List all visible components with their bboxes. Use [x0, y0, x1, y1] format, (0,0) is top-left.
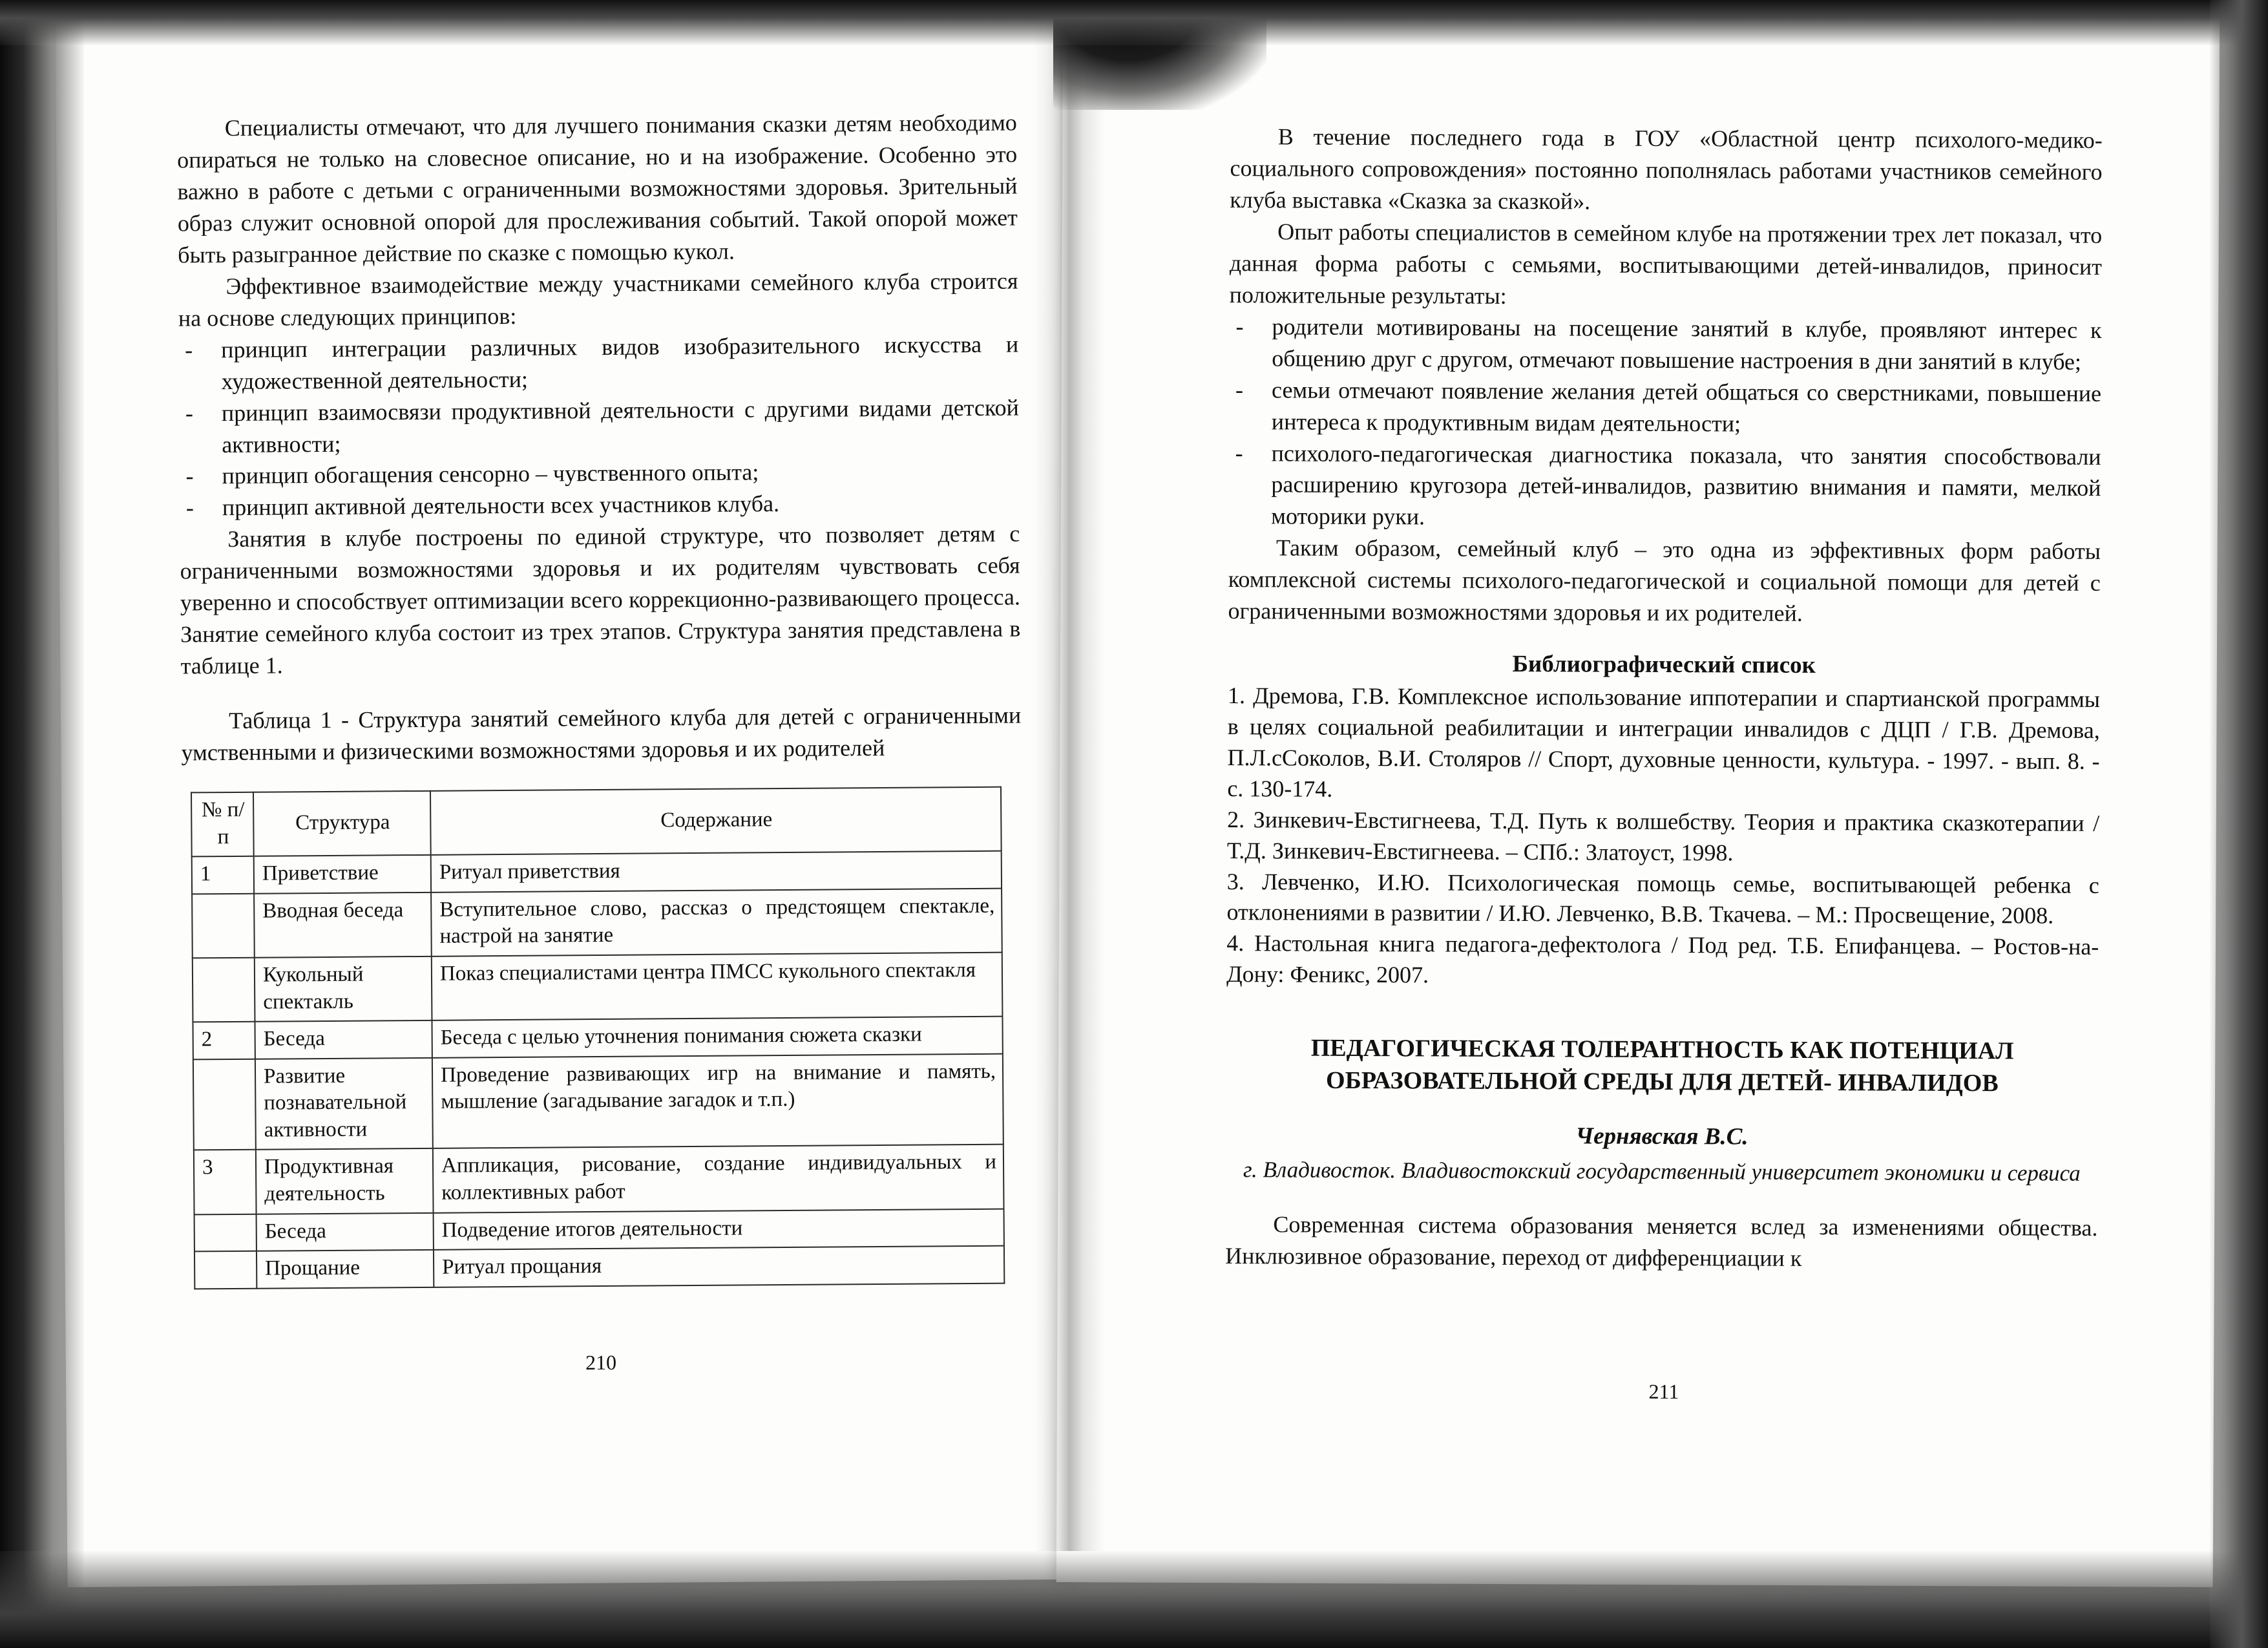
cell-structure: Беседа: [257, 1212, 434, 1251]
structure-table: [191, 787, 1005, 1289]
cell-content: Вступительное слово, рассказ о предстоящем спектакле, настрой на занятие: [431, 888, 1002, 956]
cell-content: Проведение развивающих игр на внимание и память, мышление (загадывание загадок и т.п.): [432, 1053, 1003, 1148]
scan-edge-top: [0, 0, 2268, 45]
dash-bullet: -: [1235, 313, 1244, 339]
dash-bullet: -: [185, 463, 194, 489]
list-item-text: принцип интеграции различных видов изобразительного искусства и художественной деятельности;: [221, 331, 1019, 394]
book-gutter: [1034, 0, 1105, 1551]
dash-bullet: -: [1235, 376, 1244, 403]
cell-number: [194, 1214, 257, 1251]
next-article-title: ПЕДАГОГИЧЕСКАЯ ТОЛЕРАНТНОСТЬ КАК ПОТЕНЦИАЛ ОБРАЗОВАТЕЛЬНОЙ СРЕДЫ ДЛЯ ДЕТЕЙ- ИНВАЛИДОВ: [1310, 1034, 2014, 1097]
cell-structure: Вводная беседа: [254, 893, 432, 958]
table-row: [192, 888, 1002, 958]
paragraph: Занятия в клубе построены по единой структуре, что позволяет детям с ограниченными возможностями здоровья и их родителям чувствовать себя уверенно и способствует оптимизации всего коррекционно-развивающего процесса. Занятие семейного клуба состоит из трех этапов. Структура занятия представлена в таблице 1.: [180, 520, 1021, 679]
list-item: [1229, 374, 2101, 441]
cell-content: Ритуал прощания: [434, 1246, 1004, 1287]
principles-list: [178, 328, 1020, 524]
bibliography-heading: Библиографический список: [1512, 651, 1816, 679]
list-item-text: принцип обогащения сенсорно – чувственного опыта;: [222, 459, 759, 489]
dash-bullet: -: [185, 494, 194, 521]
table-row: [194, 1246, 1004, 1289]
paragraph: Современная система образования меняется вслед за изменениями общества. Инклюзивное образование, переход от дифференциации к: [1225, 1211, 2098, 1271]
paragraph: В течение последнего года в ГОУ «Областной центр психолого-медико-социального сопровождения» постоянно пополнялась работами участников семейного клуба выставка «Сказка за сказкой».: [1230, 123, 2103, 215]
reference-item: 1. Дремова, Г.В. Комплексное использование иппотерапии и спартианской программы в целях социальной реабилитации и интеграции инвалидов с ДЦП / Г.В. Дремова, П.Л.сСоколов, В.И. Столяров // Спорт, духовные ценности, культура. - 1997. - вып. 8. - с. 130-174.: [1227, 682, 2101, 802]
list-item-text: психолого-педагогическая диагностика показала, что занятия способствовали расширению кругозора детей-инвалидов, развитию внимания и памяти, мелкой моторики руки.: [1271, 439, 2101, 530]
column-header-number: № п/п: [191, 792, 254, 857]
cell-number: [193, 1059, 256, 1150]
cell-structure: Приветствие: [254, 855, 431, 893]
scan-edge-bottom: [0, 1551, 2268, 1648]
paragraph: Специалисты отмечают, что для лучшего понимания сказки детям необходимо опираться не только на словесное описание, но и на изображение. Особенно это важно в работе с детьми с ограниченными возможностями здоровья. Зрительный образ служит основной опорой для прослеживания событий. Такой опорой может быть разыгранное действие по сказке с помощью кукол.: [177, 109, 1018, 268]
cell-structure: Беседа: [255, 1020, 432, 1059]
table-row: [193, 1053, 1003, 1150]
list-item-text: родители мотивированы на посещение занятий в клубе, проявляют интерес к общению друг с другом, отмечают повышение настроения в дни занятий в клубе;: [1272, 313, 2102, 375]
cell-structure: Продуктивная деятельность: [256, 1148, 434, 1214]
paragraph: Таким образом, семейный клуб – это одна из эффективных форм работы комплексной системы психолого-педагогической и социальной помощи для детей с ограниченными возможностями здоровья и их родителей.: [1228, 534, 2101, 627]
cell-structure: Прощание: [257, 1250, 434, 1288]
column-header-content: Содержание: [430, 787, 1002, 855]
cell-number: [193, 958, 255, 1022]
list-item-text: принцип активной деятельности всех участников клуба.: [222, 491, 780, 521]
cell-content: Показ специалистами центра ПМСС кукольного спектакля: [432, 953, 1003, 1020]
list-item-text: семьи отмечают появление желания детей общаться со сверстниками, повышение интереса к продуктивным видам деятельности;: [1271, 376, 2102, 437]
cell-structure: Кукольный спектакль: [255, 956, 432, 1022]
scan-edge-left: [0, 0, 84, 1648]
cell-content: Ритуал приветствия: [431, 851, 1002, 893]
scan-edge-right: [2210, 0, 2268, 1648]
dash-bullet: -: [1235, 439, 1243, 466]
list-item: [179, 392, 1020, 461]
reference-item: 3. Левченко, И.Ю. Психологическая помощь семье, воспитывающей ребенка с отклонениями в развитии / И.Ю. Левченко, В.В. Ткачева. – М.: Просвещение, 2008.: [1226, 868, 2099, 929]
list-item-text: принцип взаимосвязи продуктивной деятельности с другими видами детской активности;: [221, 394, 1020, 458]
next-article-author: Чернявская В.С.: [1575, 1123, 1748, 1150]
table-row: [194, 1145, 1004, 1214]
page-number-right: 211: [1648, 1379, 1679, 1404]
list-item: [1229, 311, 2101, 378]
list-item: [180, 487, 1020, 524]
page-number-left: 210: [585, 1350, 617, 1375]
cell-content: Аппликация, рисование, создание индивидуальных и коллективных работ: [433, 1145, 1004, 1212]
results-list: [1228, 311, 2101, 536]
reference-item: 4. Настольная книга педагога-дефектолога / Под ред. Т.Б. Епифанцева. – Ростов-на-Дону: Феникс, 2007.: [1226, 930, 2099, 988]
cell-number: 1: [192, 856, 254, 894]
left-page-content: [177, 107, 1025, 1289]
dash-bullet: -: [185, 337, 193, 363]
table-row: [194, 1209, 1004, 1251]
right-page-content: [1225, 121, 2103, 1276]
table-row: [193, 953, 1003, 1022]
cell-number: [192, 894, 255, 958]
dash-bullet: -: [185, 399, 194, 427]
list-item: [178, 328, 1019, 397]
table-row: [193, 1017, 1002, 1059]
cell-content: Подведение итогов деятельности: [434, 1209, 1004, 1250]
cell-number: [194, 1251, 257, 1289]
paragraph: Опыт работы специалистов в семейном клубе на протяжении трех лет показал, что данная форма работы с семьями, воспитывающими детей-инвалидов, приносит положительные результаты:: [1229, 218, 2103, 309]
cell-number: 2: [193, 1022, 255, 1059]
reference-item: 2. Зинкевич-Евстигнеева, Т.Д. Путь к волшебству. Теория и практика сказкотерапии / Т.Д. Зинкевич-Евстигнеева. – СПб.: Златоуст, 1998.: [1226, 806, 2100, 866]
cell-number: 3: [194, 1150, 257, 1214]
table-caption: Таблица 1 - Структура занятий семейного клуба для детей с ограниченными умственными и физическими возможностями здоровья и их родителей: [181, 702, 1022, 766]
next-article-affiliation: г. Владивосток. Владивостокский государственный университет экономики и сервиса: [1243, 1157, 2081, 1187]
paragraph: Эффективное взаимодействие между участниками семейного клуба строится на основе следующих принципов:: [178, 268, 1018, 332]
table-header-row: [191, 787, 1002, 857]
cell-structure: Развитие познавательной активности: [255, 1058, 433, 1150]
table-row: [192, 851, 1002, 894]
list-item: [1228, 438, 2101, 536]
column-header-structure: Структура: [253, 791, 431, 856]
cell-content: Беседа с целью уточнения понимания сюжета сказки: [432, 1017, 1002, 1058]
